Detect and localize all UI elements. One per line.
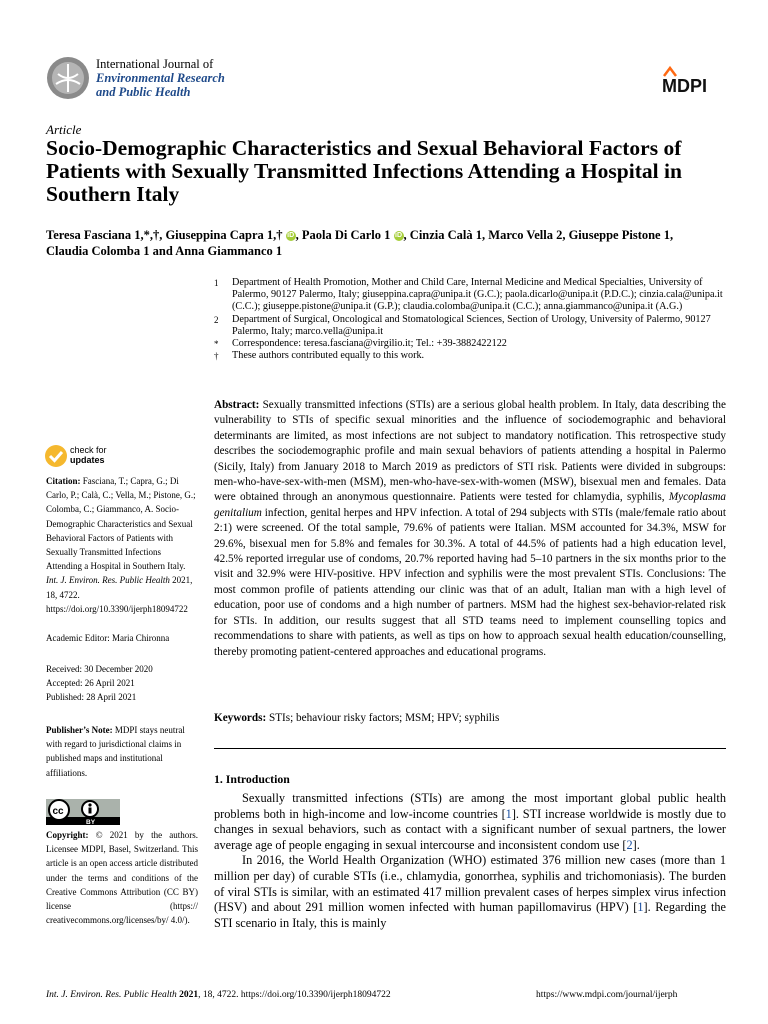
check-for-updates-icon[interactable] (44, 444, 68, 468)
section-divider (214, 748, 726, 749)
publisher-note: Publisher’s Note: MDPI stays neutral with regard to jurisdictional claims in published maps and institutional affiliations. (46, 725, 185, 778)
authors-part-1: Teresa Fasciana 1,*,†, Giuseppina Capra 1,† (46, 228, 283, 242)
cc-by-license-icon[interactable] (46, 799, 120, 825)
citation-doi[interactable]: 2021, 18, 4722. https://doi.org/10.3390/ijerph18094722 (46, 575, 193, 614)
journal-name-line3: and Public Health (96, 85, 191, 99)
affiliations (214, 277, 726, 362)
svg-text:cc: cc (52, 806, 64, 817)
authors-part-3: , Cinzia Calà 1, Marco Vella 2, Giuseppe Pistone 1, (403, 228, 674, 242)
journal-name (96, 57, 225, 99)
article-title: Socio-Demographic Characteristics and Sexual Behavioral Factors of Patients with Sexually Transmitted Infections Attending a Hospital in Southern Italy (46, 136, 682, 206)
article-type: Article (46, 122, 82, 137)
journal-logo-icon (46, 56, 90, 100)
affiliation-item: * Correspondence: teresa.fasciana@virgilio.it; Tel.: +39-3882422122 (214, 338, 507, 350)
reference-link[interactable]: 2 (626, 837, 633, 852)
abstract-label: Abstract: (214, 399, 260, 411)
published-date: Published: 28 April 2021 (46, 692, 137, 703)
accepted-date: Accepted: 26 April 2021 (46, 678, 135, 689)
cc-by-label: BY (86, 819, 96, 825)
reference-link[interactable]: 1 (505, 806, 512, 821)
authors-part-4: Claudia Colomba 1 and Anna Giammanco 1 (46, 244, 283, 258)
mdpi-logo-icon (660, 64, 724, 96)
publisher-name: MDPI (662, 76, 707, 96)
reference-link[interactable]: 1 (637, 900, 644, 915)
journal-name-line1: International Journal of (96, 57, 214, 71)
footer-journal-url[interactable]: https://www.mdpi.com/journal/ijerph (536, 990, 678, 1000)
affiliation-item: 1 Department of Health Promotion, Mother and Child Care, Internal Medicine and Medical Specialties, University of Palermo, 90127 Palermo, Italy; giuseppina.capra@unipa.it (G.C.); paola.dicarlo@unipa.it (P.D.C.); cinzia.cala@unipa.it (C.C.); giuseppe.pistone@unipa.it (G.P.); claudia.colomba@unipa.it (C.C.); anna.giammanco@unipa.it (A.G.) (214, 277, 723, 313)
orcid-icon[interactable]: iD (395, 232, 403, 240)
keywords: Keywords: STIs; behaviour risky factors; MSM; HPV; syphilis (214, 712, 500, 724)
authors-part-2: , Paola Di Carlo 1 (295, 228, 391, 242)
academic-editor: Academic Editor: Maria Chironna (46, 633, 170, 643)
check-for-updates-label[interactable]: check for updates (70, 445, 107, 465)
orcid-icon[interactable]: iD (287, 232, 295, 240)
journal-name-line2: Environmental Research (96, 71, 225, 85)
paragraph: In 2016, the World Health Organization (WHO) estimated 376 million new cases (more than 1 million per day) of curable STIs (i.e., chlamydia, gonorrhea, syphilis and trichomoniasis). The burden of viral STIs is similar, with an estimated 417 million prevalent cases of herpes simplex virus infection (HSV) and about 291 million women infected with human papillomavirus (HPV) [1]. Regarding the STI scenario in Italy, this is mainly (214, 853, 726, 930)
keywords-label: Keywords: (214, 712, 267, 724)
citation-text: Fasciana, T.; Capra, G.; Di Carlo, P.; Calà, C.; Vella, M.; Pistone, G.; Colomba, C.; Giammanco, A. Socio-Demographic Characteristics and Sexual Behavioral Factors of Patients with Sexually Transmitted Infections Attending a Hospital in Southern Italy. (46, 476, 196, 572)
received-date: Received: 30 December 2020 (46, 664, 153, 674)
paragraph: Sexually transmitted infections (STIs) are among the most important global public health problems both in high-income and low-income countries [1]. STI increase worldwide is mostly due to changes in sexual behaviors, such as contact with a significant number of sexual partners, the lower average age of people engaging in sexual intercourse and inconsistent condom use [2]. (214, 791, 726, 852)
citation-label: Citation: (46, 476, 81, 486)
citation-block (46, 474, 198, 616)
section-heading-introduction: 1. Introduction (214, 772, 290, 786)
author-list (46, 227, 726, 259)
footer-citation: Int. J. Environ. Res. Public Health 2021, 18, 4722. https://doi.org/10.3390/ijerph18094722 (46, 990, 391, 1000)
abstract: Abstract: Sexually transmitted infections (STIs) are a serious global health problem. In Italy, data describing the vulnerability to STIs of specific sexual minorities and the influence of sociodemographic and behavioral determinants are limited, as most infections are not subject to mandatory notification. This retrospective study describes the sociodemographic profile and main sexual behaviors of patients attending a hospital in Palermo (Sicily, Italy) from January 2018 to March 2019 as predictors of STI risk. Patients were divided in subgroups: men-who-have-sex-with-men (MSM), men-who-have-sex-with-women (MSW), bisexual men and females. Data were obtained through an anonymous questionnaire. Patients were tested for chlamydia, syphilis, Mycoplasma genitalium infection, genital herpes and HPV infection. A total of 294 subjects with STIs (male/female ratio about 2:1) were screened. Of the total sample, 79.6% of patients were Italian. MSM accounted for 34.3%, MSW for 29.6%, bisexual men for 5.8% and females for 30.3%. A total of 44.5% of patients had a high education level, 42.5% reported irregular use of condoms, 20.7% reported having had 5–10 partners in the six months prior to the visit and 32.9% were HIV-positive. HPV infection and syphilis were the most prevalent STIs. Conclusions: The most common profile of patients attending our clinic was that of an adult, Italian man with a high level of education, poor use of condoms and a high number of partners. MSM had the highest sex-behavior-related risk for STIs. In addition, our results suggest that all STD teams need to implement counselling topics and recommendations to share with patients, as well as tips on how to approach sexual health education/counselling, thereby promoting patient-centered approaches and educational programs. (214, 399, 727, 658)
affiliation-item: 2 Department of Surgical, Oncological and Stomatological Sciences, Section of Urology, University of Palermo, 90127 Palermo, Italy; marco.vella@unipa.it (214, 313, 711, 337)
copyright-notice: Copyright: © 2021 by the authors. Licensee MDPI, Basel, Switzerland. This article is an open access article distributed under the terms and conditions of the Creative Commons Attribution (CC BY) license (https:// creativecommons.org/licenses/by/ 4.0/). (46, 830, 199, 926)
citation-journal: Int. J. Environ. Res. Public Health (46, 575, 170, 586)
affiliation-item: † These authors contributed equally to this work. (214, 350, 425, 362)
introduction-body (214, 791, 726, 931)
article-dates (46, 662, 198, 705)
